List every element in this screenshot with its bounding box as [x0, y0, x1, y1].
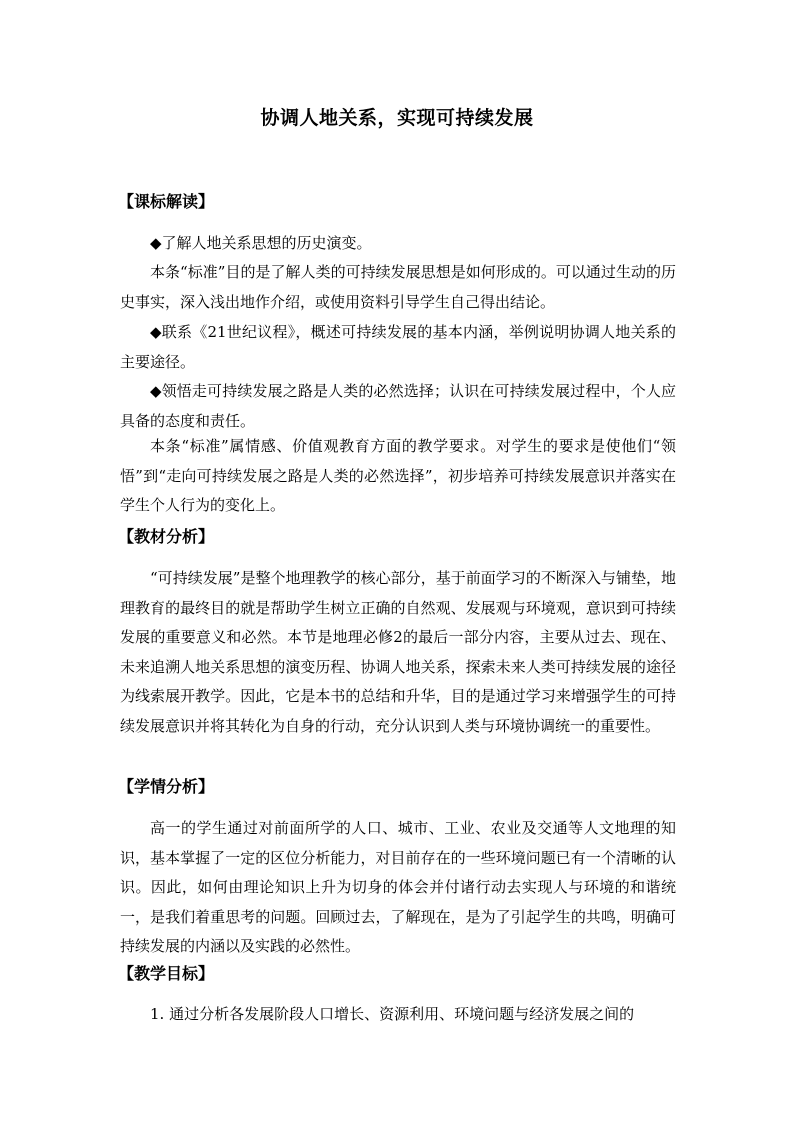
- paragraph-textbook-1: “可持续发展”是整个地理教学的核心部分，基于前面学习的不断深入与铺垫，地理教育的最终目的就是帮助学生树立正确的自然观、发展观与环境观，意识到可持续发展的重要意义和必然。本节是地理必修2的最后一部分内容，主要从过去、现在、未来追溯人地关系思想的演变历程、协调人地关系，探索未来人类可持续发展的途径为线索展开教学。因此，它是本书的总结和升华，目的是通过学习来增强学生的可持续发展意识并将其转化为自身的行动，充分认识到人类与环境协调统一的重要性。: [120, 569, 676, 735]
- document-title: 协调人地关系，实现可持续发展: [260, 107, 534, 129]
- paragraph-curriculum-3: ◆联系《21世纪议程》，概述可持续发展的基本内涵，举例说明协调人地关系的主要途径。: [120, 323, 676, 371]
- paragraph-curriculum-1: ◆了解人地关系思想的历史演变。: [150, 234, 372, 252]
- paragraph-curriculum-5: 本条“标准”属情感、价值观教育方面的教学要求。对学生的要求是使他们“领悟”到“走向可持续发展之路是人类的必然选择”，初步培养可持续发展意识并落实在学生个人行为的变化上。: [120, 437, 676, 515]
- section-heading-textbook: 【教材分析】: [118, 527, 215, 546]
- paragraph-curriculum-2: 本条“标准”目的是了解人类的可持续发展思想是如何形成的。可以通过生动的历史事实，深入浅出地作介绍，或使用资料引导学生自己得出结论。: [120, 263, 676, 311]
- paragraph-curriculum-4: ◆领悟走可持续发展之路是人类的必然选择；认识在可持续发展过程中，个人应具备的态度和责任。: [120, 382, 676, 430]
- paragraph-objectives-1: 1. 通过分析各发展阶段人口增长、资源利用、环境问题与经济发展之间的: [150, 1005, 635, 1023]
- paragraph-students-1: 高一的学生通过对前面所学的人口、城市、工业、农业及交通等人文地理的知识，基本掌握了一定的区位分析能力，对目前存在的一些环境问题已有一个清晰的认识。因此，如何由理论知识上升为切身的体会并付诸行动去实现人与环境的和谐统一，是我们着重思考的问题。回顾过去，了解现在，是为了引起学生的共鸣，明确可持续发展的内涵以及实践的必然性。: [120, 819, 676, 955]
- section-heading-objectives: 【教学目标】: [118, 964, 215, 983]
- section-heading-students: 【学情分析】: [118, 777, 215, 796]
- section-heading-curriculum: 【课标解读】: [118, 192, 215, 211]
